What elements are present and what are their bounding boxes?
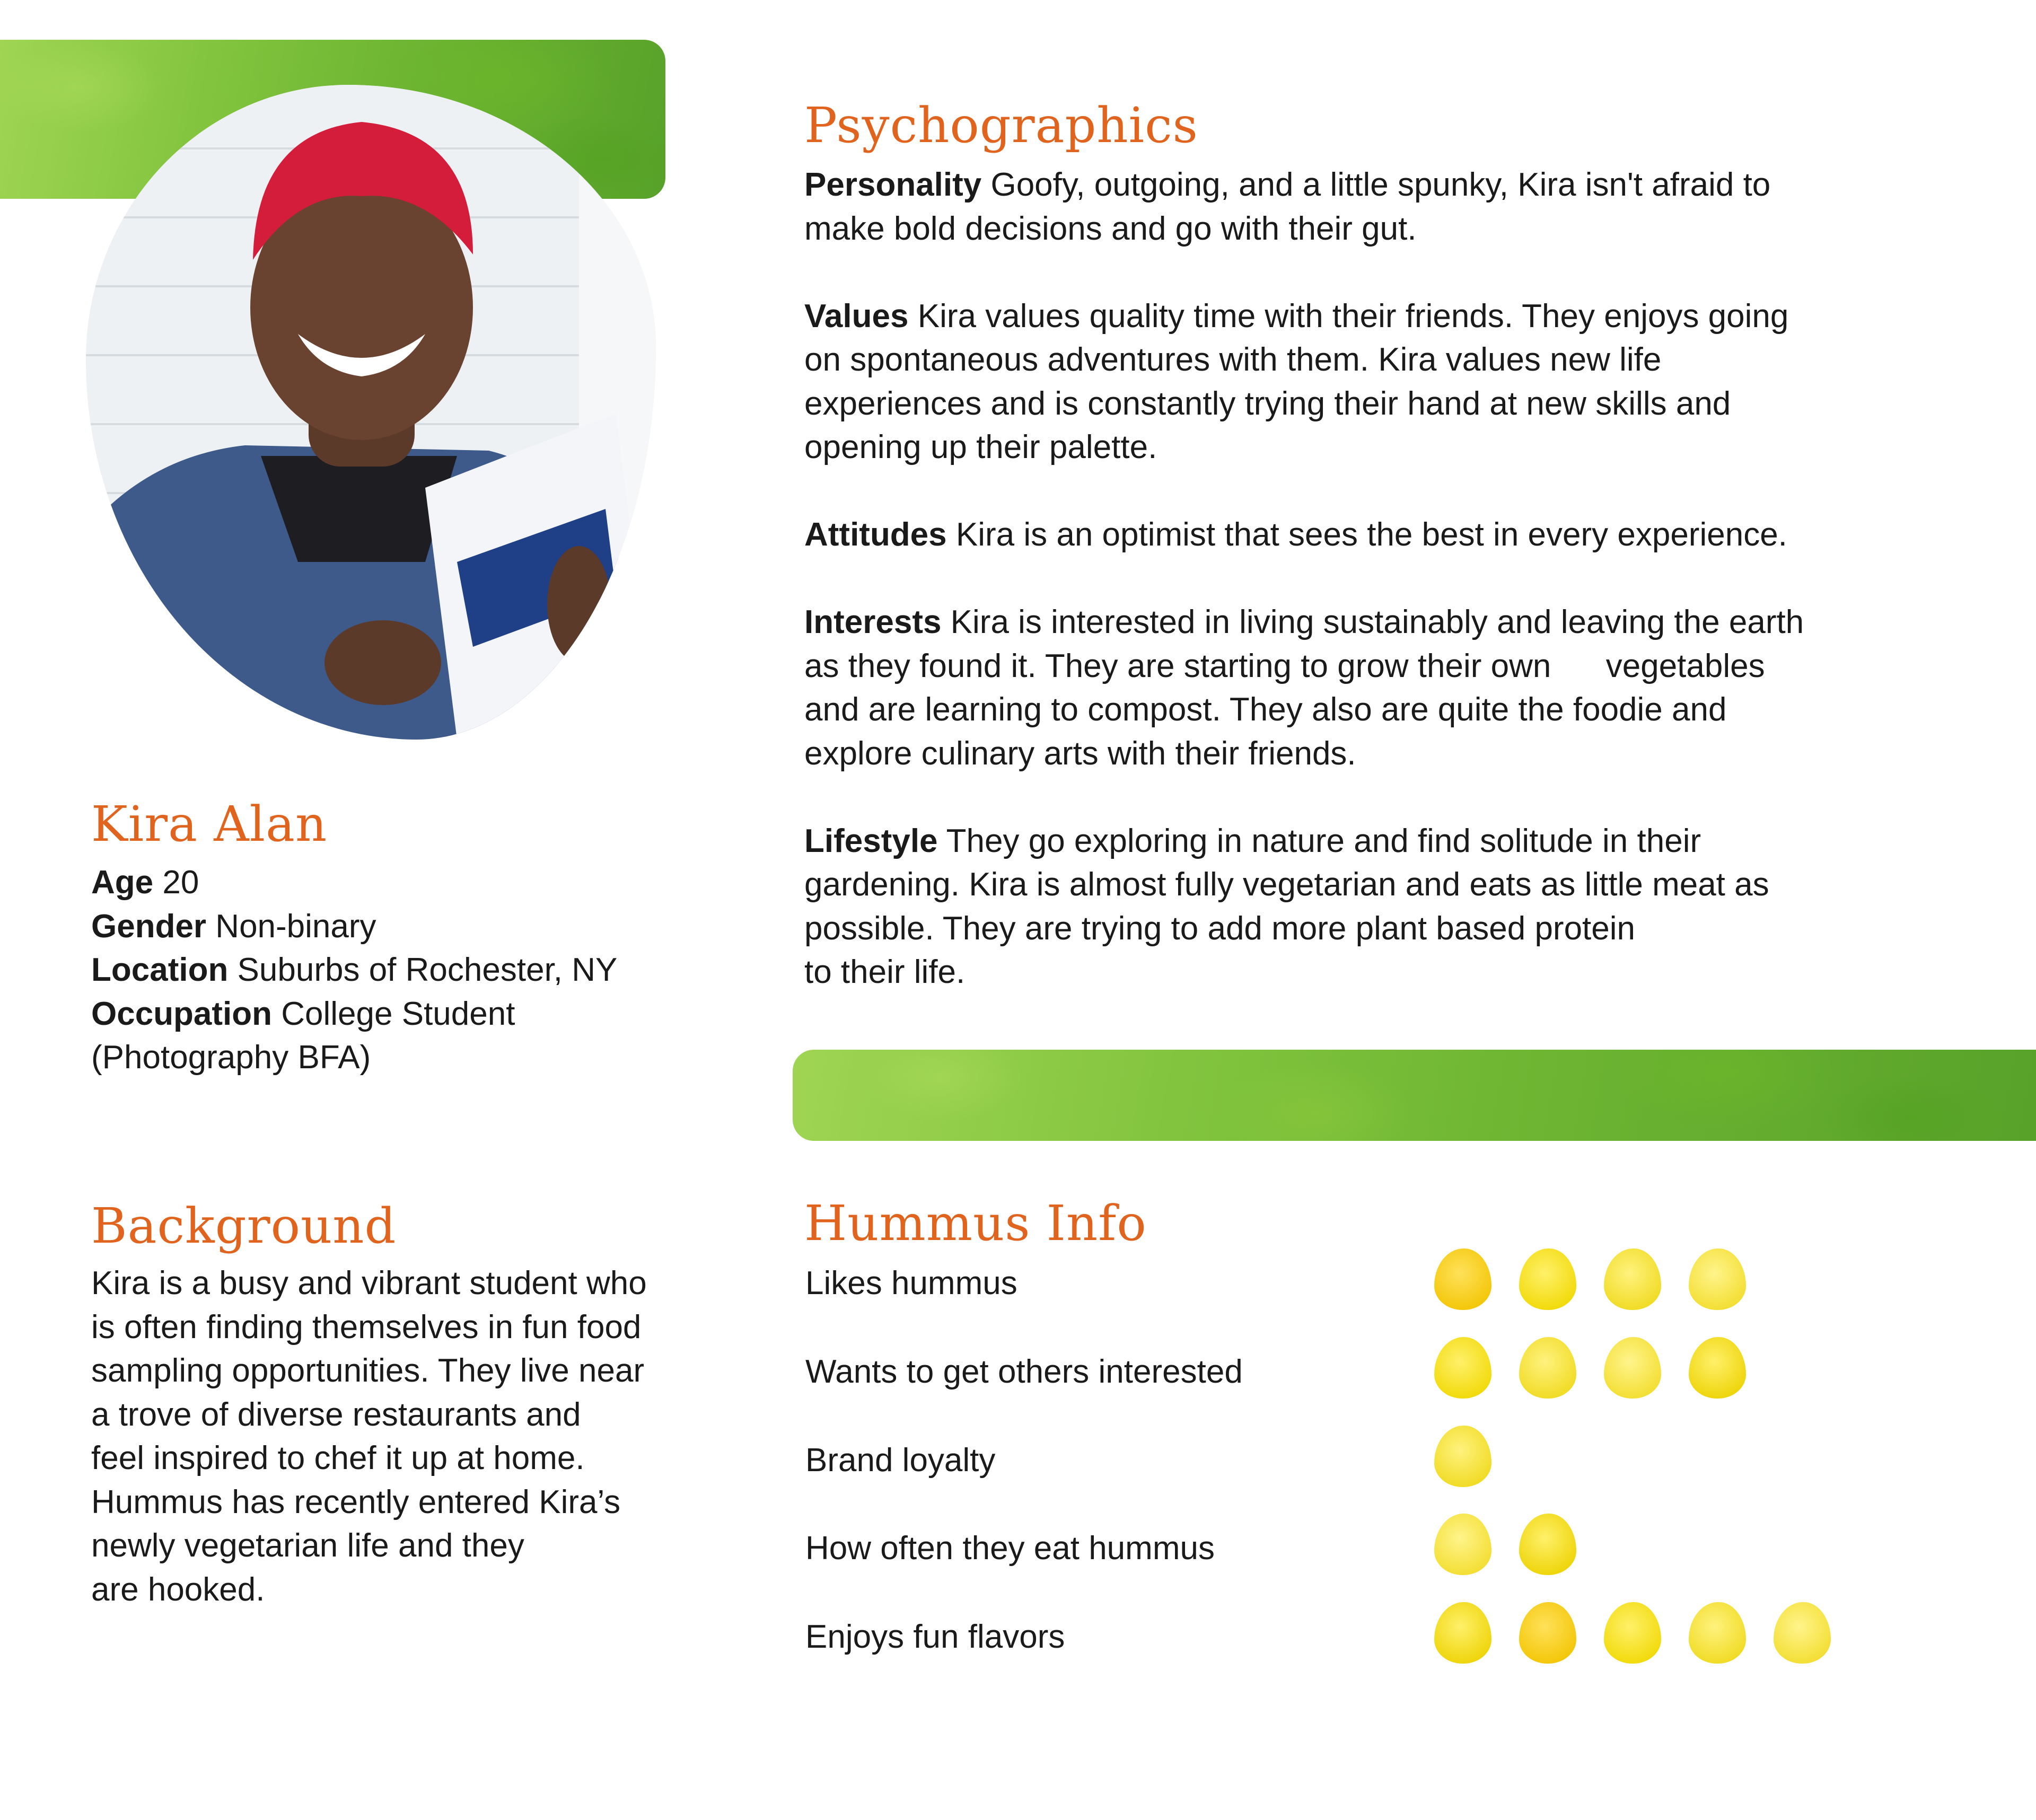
values-paragraph: [804, 295, 1997, 470]
chickpea-dot-icon: [1519, 1337, 1576, 1399]
background-text: [91, 1262, 647, 1612]
interests-text-line: explore culinary arts with their friends.: [804, 735, 1356, 772]
hummus-item-label: How often they eat hummus: [805, 1530, 1215, 1567]
detail-value: Non-binary: [206, 908, 376, 945]
psychographics-heading: Psychographics: [804, 97, 1198, 154]
background-line: Hummus has recently entered Kira’s: [91, 1483, 621, 1520]
attitudes-label: Attitudes: [804, 516, 947, 553]
chickpea-dot-icon: [1434, 1602, 1491, 1664]
interests-text-line: as they found it. They are starting to grow their own vegetables: [804, 647, 1765, 684]
lifestyle-text-line: to their life.: [804, 954, 966, 990]
persona-name: Kira Alan: [91, 796, 328, 852]
detail-value: 20: [153, 864, 199, 901]
chickpea-dot-icon: [1689, 1248, 1746, 1310]
chickpea-dot-icon: [1604, 1602, 1661, 1664]
attitudes-text-line: Kira is an optimist that sees the best in every experience.: [946, 516, 1787, 553]
detail-occupation-extra: (Photography BFA): [91, 1039, 371, 1076]
background-line: feel inspired to chef it up at home.: [91, 1440, 585, 1476]
background-line: a trove of diverse restaurants and: [91, 1396, 581, 1433]
hummus-item-label: Brand loyalty: [805, 1442, 996, 1479]
attitudes-paragraph: [804, 513, 1997, 557]
lifestyle-text-line: possible. They are trying to add more plant based protein: [804, 910, 1636, 947]
values-text-line: experiences and is constantly trying their hand at new skills and: [804, 385, 1731, 422]
detail-age: [91, 861, 617, 905]
detail-label: Gender: [91, 908, 207, 945]
personality-label: Personality: [804, 166, 982, 203]
profile-photo: [86, 85, 656, 740]
background-heading: Background: [91, 1198, 397, 1254]
detail-value: College Student: [272, 995, 515, 1032]
chickpea-dot-icon: [1689, 1602, 1746, 1664]
lifestyle-paragraph: [804, 820, 1997, 995]
chickpea-dot-icon: [1434, 1248, 1491, 1310]
chickpea-dot-icon: [1519, 1514, 1576, 1575]
values-text-line: on spontaneous adventures with them. Kira values new life: [804, 341, 1662, 378]
hummus-item-label: Wants to get others interested: [805, 1353, 1243, 1390]
personality-text-line: make bold decisions and go with their gut.: [804, 210, 1417, 247]
background-line: newly vegetarian life and they: [91, 1527, 524, 1564]
hummus-info-heading: Hummus Info: [804, 1195, 1147, 1252]
chickpea-dot-icon: [1604, 1337, 1661, 1399]
detail-location: [91, 948, 617, 992]
detail-occupation: [91, 992, 617, 1036]
chickpea-dot-icon: [1519, 1248, 1576, 1310]
detail-gender: [91, 905, 617, 949]
values-text-line: opening up their palette.: [804, 429, 1157, 465]
chickpea-dot-icon: [1689, 1337, 1746, 1399]
hummus-item-label: Likes hummus: [805, 1265, 1017, 1302]
psychographics-section: [804, 163, 1997, 995]
lifestyle-label: Lifestyle: [804, 822, 938, 859]
persona-details: [91, 861, 617, 1080]
personality-paragraph: [804, 163, 1997, 251]
portrait-photo-icon: [86, 85, 656, 740]
chickpea-dot-icon: [1434, 1337, 1491, 1399]
personality-text-line: Goofy, outgoing, and a little spunky, Kira isn't afraid to: [981, 166, 1771, 203]
detail-value: Suburbs of Rochester, NY: [228, 952, 618, 988]
values-text-line: Kira values quality time with their friends. They enjoys going: [908, 297, 1789, 335]
background-line: is often finding themselves in fun food: [91, 1308, 642, 1346]
interests-label: Interests: [804, 604, 942, 640]
background-line: Kira is a busy and vibrant student who: [91, 1265, 647, 1302]
background-line: are hooked.: [91, 1571, 265, 1608]
interests-text-line: Kira is interested in living sustainably and leaving the earth: [941, 604, 1804, 640]
interests-paragraph: [804, 601, 1997, 776]
chickpea-dot-icon: [1434, 1514, 1491, 1575]
interests-text-line: and are learning to compost. They also are quite the foodie and: [804, 691, 1727, 728]
background-line: sampling opportunities. They live near: [91, 1352, 645, 1389]
chickpea-dot-icon: [1519, 1602, 1576, 1664]
lifestyle-text-line: gardening. Kira is almost fully vegetarian and eats as little meat as: [804, 866, 1769, 903]
lifestyle-text-line: They go exploring in nature and find solitude in their: [937, 822, 1701, 859]
middle-green-band: [793, 1050, 2036, 1141]
chickpea-dot-icon: [1774, 1602, 1831, 1664]
hummus-item-label: Enjoys fun flavors: [805, 1619, 1065, 1655]
detail-label: Occupation: [91, 995, 273, 1032]
chickpea-dot-icon: [1434, 1426, 1491, 1487]
values-label: Values: [804, 297, 909, 335]
detail-label: Location: [91, 952, 229, 988]
chickpea-dot-icon: [1604, 1248, 1661, 1310]
detail-label: Age: [91, 864, 154, 901]
